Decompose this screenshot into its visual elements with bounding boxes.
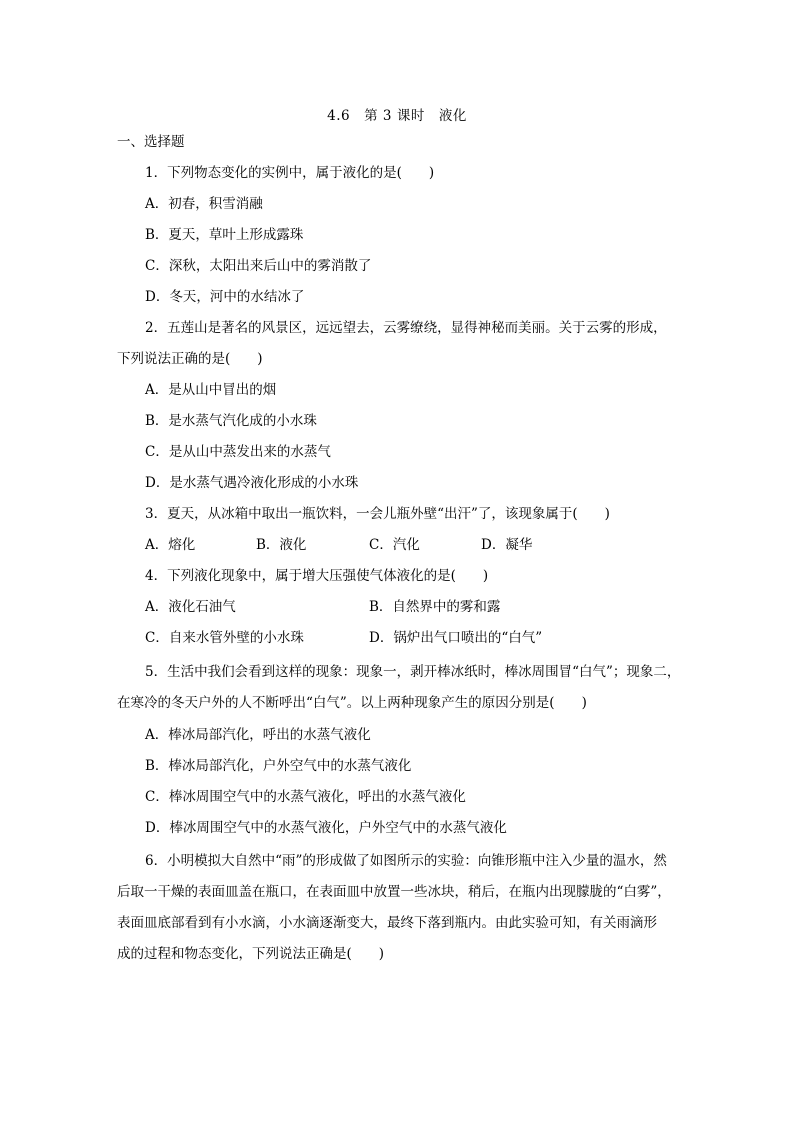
q4-option-b: B．自然界中的雾和露 bbox=[369, 599, 501, 615]
q5-option-a: A．棒冰局部汽化，呼出的水蒸气液化 bbox=[145, 727, 371, 743]
q4-option-a: A．液化石油气 bbox=[145, 599, 236, 615]
q3-option-d: D．凝华 bbox=[481, 537, 533, 553]
q2-stem-line1: 2．五莲山是著名的风景区，远远望去，云雾缭绕，显得神秘而美丽。关于云雾的形成， bbox=[145, 320, 667, 336]
q5-stem-line2: 在寒冷的冬天户外的人不断呼出“白气”。以上两种现象产生的原因分别是( ) bbox=[117, 695, 587, 711]
q4-stem: 4．下列液化现象中，属于增大压强使气体液化的是( ) bbox=[145, 568, 489, 584]
q6-stem-line2: 后取一干燥的表面皿盖在瓶口，在表面皿中放置一些冰块，稍后，在瓶内出现朦胧的“白雾”， bbox=[117, 884, 671, 900]
q3-option-b: B．液化 bbox=[256, 537, 307, 553]
page-title: 4.6 第 3 课时 液化 bbox=[327, 108, 467, 124]
q2-option-a: A．是从山中冒出的烟 bbox=[145, 382, 277, 398]
q1-option-b: B．夏天，草叶上形成露珠 bbox=[145, 227, 304, 243]
q3-option-c: C．汽化 bbox=[369, 537, 420, 553]
q4-option-c: C．自来水管外壁的小水珠 bbox=[145, 630, 304, 646]
q6-stem-line4: 成的过程和物态变化，下列说法正确是( ) bbox=[117, 946, 385, 962]
q1-option-a: A．初春，积雪消融 bbox=[145, 196, 263, 212]
section-heading: 一、选择题 bbox=[117, 134, 185, 150]
q3-option-a: A．熔化 bbox=[145, 537, 196, 553]
q1-option-c: C．深秋，太阳出来后山中的雾消散了 bbox=[145, 258, 372, 274]
q4-option-d: D．锅炉出气口喷出的“白气” bbox=[369, 630, 543, 646]
q2-option-b: B．是水蒸气汽化成的小水珠 bbox=[145, 413, 317, 429]
q6-stem-line1: 6．小明模拟大自然中“雨”的形成做了如图所示的实验：向锥形瓶中注入少量的温水，然 bbox=[145, 853, 667, 869]
q5-stem-line1: 5．生活中我们会看到这样的现象：现象一，剥开棒冰纸时，棒冰周围冒“白气”；现象二， bbox=[145, 664, 681, 680]
q5-option-c: C．棒冰周围空气中的水蒸气液化，呼出的水蒸气液化 bbox=[145, 789, 466, 805]
q1-option-d: D．冬天，河中的水结冰了 bbox=[145, 289, 305, 305]
q2-stem-line2: 下列说法正确的是( ) bbox=[117, 351, 263, 367]
q1-stem: 1．下列物态变化的实例中，属于液化的是( ) bbox=[145, 165, 435, 181]
q5-option-d: D．棒冰周围空气中的水蒸气液化，户外空气中的水蒸气液化 bbox=[145, 820, 507, 836]
q5-option-b: B．棒冰局部汽化，户外空气中的水蒸气液化 bbox=[145, 758, 412, 774]
q2-option-c: C．是从山中蒸发出来的水蒸气 bbox=[145, 444, 331, 460]
q3-stem: 3．夏天，从冰箱中取出一瓶饮料，一会儿瓶外壁“出汗”了，该现象属于( ) bbox=[145, 506, 610, 522]
q2-option-d: D．是水蒸气遇冷液化形成的小水珠 bbox=[145, 475, 359, 491]
q6-stem-line3: 表面皿底部看到有小水滴，小水滴逐渐变大，最终下落到瓶内。由此实验可知，有关雨滴形 bbox=[117, 915, 657, 931]
